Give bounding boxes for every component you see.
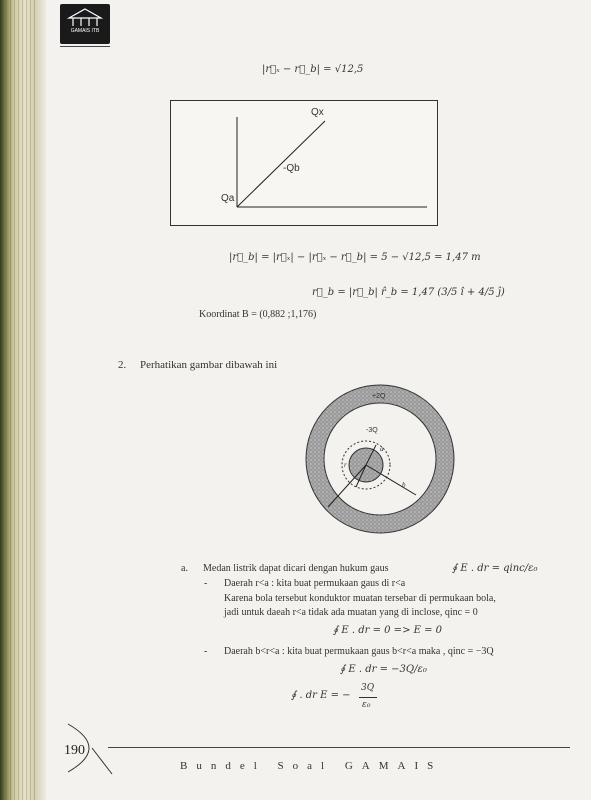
- part-a-intro: Medan listrik dapat dicari dengan hukum gaus: [203, 563, 389, 574]
- question-number: 2.: [118, 359, 127, 371]
- outer-charge-label: +2Q: [372, 393, 386, 400]
- bullet-1-equation: ∮ E . dr = 0 => E = 0: [333, 625, 443, 636]
- sphere-diagram: [298, 383, 462, 535]
- footer-rule: [108, 747, 570, 748]
- bullet-2-title: Daerah b<r<a : kita buat permukaan gaus b<r<a maka , qinc = −3Q: [224, 646, 494, 657]
- radius-r-label: r: [344, 461, 347, 469]
- gamais-logo: [60, 4, 110, 44]
- book-spine: [0, 0, 46, 800]
- part-a-label: a.: [181, 563, 188, 574]
- bullet-1-dash: -: [204, 578, 208, 589]
- bullet-1-line-3: jadi untuk daeah r<a tidak ada muatan yang di inclose, qinc = 0: [224, 607, 478, 618]
- inner-charge-label: -3Q: [366, 427, 378, 434]
- equation-rb-magnitude: |r⃗_b| = |r⃗ₓ| − |r⃗ₓ − r⃗_b| = 5 − √12,5 = 1,47 m: [229, 252, 481, 263]
- bullet-1-line-2: Karena bola tersebut konduktor muatan tersebar di permukaan bola,: [224, 593, 496, 604]
- page-number: 190: [64, 743, 85, 758]
- koordinat-b: Koordinat B = (0,882 ;1,176): [199, 309, 317, 320]
- bullet-2-equation-2-numerator: 3Q: [361, 683, 375, 693]
- label-qx: Qx: [311, 107, 324, 118]
- question-text: Perhatikan gambar dibawah ini: [140, 359, 278, 371]
- vector-diagram: [170, 100, 438, 226]
- logo-text: GAMAIS ITB: [70, 28, 100, 34]
- label-qa: Qa: [221, 193, 235, 204]
- equation-rb-vector: r⃗_b = |r⃗_b| r̂_b = 1,47 (3/5 î + 4/5 ĵ): [312, 287, 505, 298]
- footer-title: Bundel Soal GAMAIS: [180, 760, 443, 772]
- bullet-2-equation-2-denominator: ε₀: [362, 700, 371, 710]
- radius-b-label: b: [402, 481, 406, 489]
- bullet-2-equation-2-left: ∮ . dr E = −: [291, 690, 351, 701]
- bullet-2-equation-1: ∮ E . dr = −3Q/ε₀: [340, 664, 427, 675]
- radius-a-label: a: [380, 445, 384, 453]
- bullet-2-dash: -: [204, 646, 208, 657]
- gauss-law-equation: ∮ E . dr = qinc/ε₀: [452, 563, 538, 574]
- bullet-1-title: Daerah r<a : kita buat permukaan gaus di r<a: [224, 578, 406, 589]
- equation-rx-rb: |r⃗ₓ − r⃗_b| = √12,5: [262, 64, 364, 75]
- header-rule: [60, 46, 110, 47]
- fraction-bar: [359, 697, 377, 698]
- label-qb: -Qb: [283, 163, 300, 174]
